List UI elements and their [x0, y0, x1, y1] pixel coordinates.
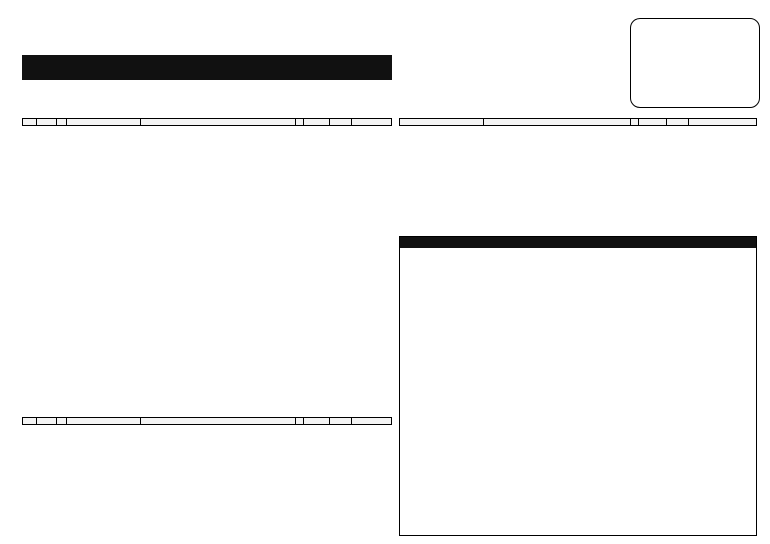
- col-order: [330, 418, 352, 425]
- col-order: [330, 119, 352, 126]
- col-mook: [296, 119, 304, 126]
- col-note: [352, 119, 392, 126]
- col-isbn: [66, 418, 140, 425]
- col-rank: [23, 418, 37, 425]
- col-prev: [36, 119, 56, 126]
- other-table: [399, 118, 757, 126]
- col-mook: [296, 418, 304, 425]
- table-header: [400, 119, 757, 126]
- col-title: [140, 119, 296, 126]
- col-price: [304, 119, 330, 126]
- stamp-box: [630, 18, 760, 108]
- col-note: [352, 418, 392, 425]
- business-table: [22, 118, 392, 126]
- promo-header: [400, 237, 756, 248]
- table-header: [23, 418, 392, 425]
- col-price: [304, 418, 330, 425]
- col-title: [483, 119, 631, 126]
- col-price: [639, 119, 667, 126]
- col-note: [689, 119, 757, 126]
- computer-table: [22, 417, 392, 425]
- col-trend: [56, 418, 66, 425]
- col-mook: [631, 119, 639, 126]
- col-rank: [23, 119, 37, 126]
- col-trend: [56, 119, 66, 126]
- col-order: [667, 119, 689, 126]
- col-prev: [36, 418, 56, 425]
- promo-box: [399, 236, 757, 536]
- table-header: [23, 119, 392, 126]
- banner-title: [22, 55, 392, 80]
- col-isbn: [66, 119, 140, 126]
- col-title: [140, 418, 296, 425]
- col-isbn: [400, 119, 484, 126]
